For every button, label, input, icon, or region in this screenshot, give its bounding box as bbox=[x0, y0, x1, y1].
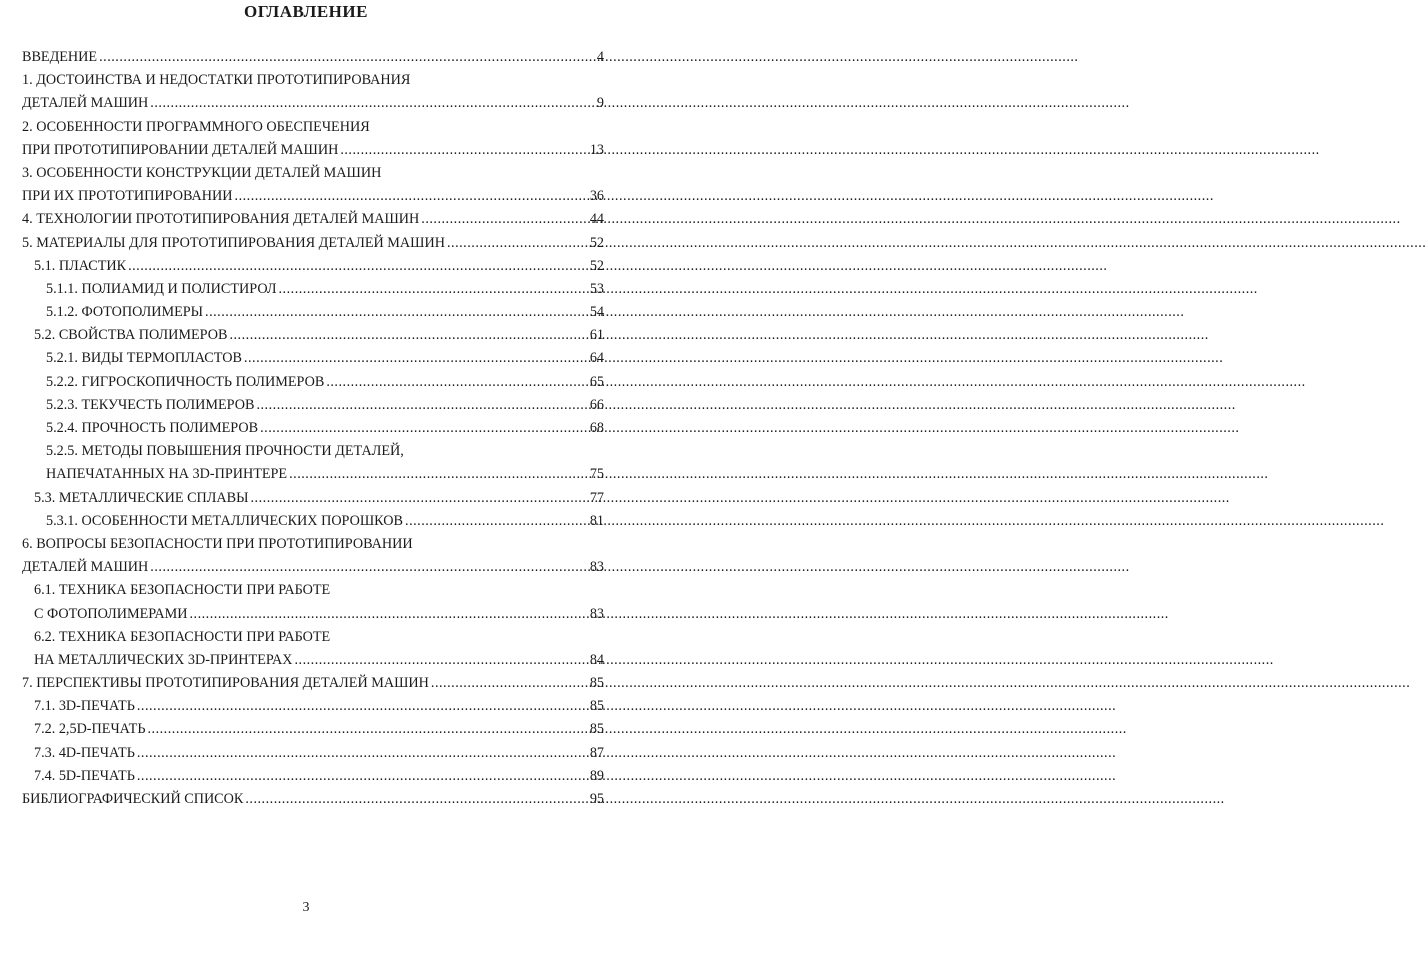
toc-page-number: 66 bbox=[589, 396, 604, 413]
toc-entry-text: ДЕТАЛЕЙ МАШИН bbox=[22, 95, 149, 112]
toc-page-number: 53 bbox=[589, 280, 604, 297]
dot-leader bbox=[229, 324, 587, 347]
toc-entry-text: 5.1.1. ПОЛИАМИД И ПОЛИСТИРОЛ bbox=[46, 280, 277, 297]
toc-entry-section-5-3[interactable] bbox=[22, 487, 604, 510]
toc-entry-text: 5.2.2. ГИГРОСКОПИЧНОСТЬ ПОЛИМЕРОВ bbox=[46, 373, 325, 390]
dot-leader bbox=[245, 788, 587, 811]
toc-entry-chapter-1-line1[interactable] bbox=[22, 69, 604, 92]
toc-entry-text: 7.2. 2,5D-ПЕЧАТЬ bbox=[34, 721, 146, 738]
toc-entry-section-5-1-1[interactable] bbox=[22, 278, 604, 301]
toc-page-number: 95 bbox=[589, 791, 604, 807]
dot-leader bbox=[128, 255, 588, 278]
toc-entry-chapter-6-line2[interactable] bbox=[22, 556, 604, 579]
dot-leader bbox=[137, 695, 588, 718]
dot-leader bbox=[279, 278, 588, 301]
toc-entry-chapter-2-line2[interactable] bbox=[22, 139, 604, 162]
toc-entry-text: 5.1. ПЛАСТИК bbox=[34, 257, 127, 274]
toc-entry-bibliography[interactable] bbox=[22, 788, 604, 811]
toc-page-number: 85 bbox=[589, 698, 604, 715]
page-number: 3 bbox=[302, 900, 310, 915]
toc-entry-section-5-2-5-line2[interactable] bbox=[22, 463, 604, 486]
dot-leader bbox=[289, 463, 588, 486]
toc-entry-section-7-3[interactable] bbox=[22, 742, 604, 765]
toc-entry-section-6-2-line1[interactable] bbox=[22, 626, 604, 649]
toc-page-number: 85 bbox=[589, 675, 604, 692]
dot-leader bbox=[137, 765, 588, 788]
dot-leader bbox=[421, 208, 588, 231]
toc-entry-text: 5.2.1. ВИДЫ ТЕРМОПЛАСТОВ bbox=[46, 350, 242, 367]
toc-entry-text: 5.2.4. ПРОЧНОСТЬ ПОЛИМЕРОВ bbox=[46, 420, 259, 436]
dot-leader bbox=[256, 394, 587, 417]
toc-entry-text: 5.2.3. ТЕКУЧЕСТЬ ПОЛИМЕРОВ bbox=[46, 396, 255, 413]
toc-page-number: 52 bbox=[589, 257, 604, 274]
dot-leader bbox=[99, 46, 595, 69]
dot-leader bbox=[405, 510, 588, 533]
toc-entry-chapter-4[interactable] bbox=[22, 208, 604, 231]
page-title: ОГЛАВЛЕНИЕ bbox=[244, 2, 368, 21]
toc-page-number: 89 bbox=[589, 767, 604, 784]
toc-page-number: 77 bbox=[589, 489, 604, 506]
toc-entry-text: 5.3. МЕТАЛЛИЧЕСКИЕ СПЛАВЫ bbox=[34, 489, 249, 506]
dot-leader bbox=[251, 487, 588, 510]
toc-page-number: 36 bbox=[589, 188, 604, 205]
toc-entry-section-5-2[interactable] bbox=[22, 324, 604, 347]
toc-entry-text: 5. МАТЕРИАЛЫ ДЛЯ ПРОТОТИПИРОВАНИЯ ДЕТАЛЕЙ МАШИН bbox=[22, 234, 445, 251]
toc-entry-chapter-1-line2[interactable] bbox=[22, 92, 604, 115]
dot-leader bbox=[260, 417, 588, 440]
toc-entry-section-5-2-4[interactable] bbox=[22, 417, 604, 440]
dot-leader bbox=[137, 742, 588, 765]
dot-leader bbox=[147, 718, 587, 741]
toc-entry-text: 6.2. ТЕХНИКА БЕЗОПАСНОСТИ ПРИ РАБОТЕ bbox=[34, 628, 331, 645]
toc-entry-text: ВВЕДЕНИЕ bbox=[22, 49, 98, 65]
toc-page-number: 84 bbox=[589, 651, 604, 668]
dot-leader bbox=[431, 672, 588, 695]
toc-entry-text: 7.1. 3D-ПЕЧАТЬ bbox=[34, 698, 135, 715]
toc-entry-text: 2. ОСОБЕННОСТИ ПРОГРАММНОГО ОБЕСПЕЧЕНИЯ bbox=[22, 118, 370, 135]
dot-leader bbox=[340, 139, 587, 162]
toc-entry-text: ПРИ ПРОТОТИПИРОВАНИИ ДЕТАЛЕЙ МАШИН bbox=[22, 141, 339, 158]
toc-page-number: 68 bbox=[589, 420, 604, 436]
dot-leader bbox=[150, 556, 588, 579]
toc-entry-section-5-1[interactable] bbox=[22, 255, 604, 278]
toc-page-number: 75 bbox=[589, 466, 604, 483]
toc-page-number: 81 bbox=[589, 512, 604, 529]
toc-page-number: 87 bbox=[589, 744, 604, 761]
toc-entry-text: НА МЕТАЛЛИЧЕСКИХ 3D-ПРИНТЕРАХ bbox=[34, 651, 293, 668]
toc-entry-text: 7.3. 4D-ПЕЧАТЬ bbox=[34, 744, 135, 761]
toc-entry-section-6-2-line2[interactable] bbox=[22, 649, 604, 672]
toc-entry-text: 5.1.2. ФОТОПОЛИМЕРЫ bbox=[46, 304, 204, 321]
toc-entry-text: БИБЛИОГРАФИЧЕСКИЙ СПИСОК bbox=[22, 791, 244, 807]
toc-page-number: 85 bbox=[589, 721, 604, 738]
toc-page-number: 61 bbox=[589, 327, 604, 344]
table-of-contents bbox=[22, 46, 604, 811]
toc-entry-text: 5.2.5. МЕТОДЫ ПОВЫШЕНИЯ ПРОЧНОСТИ ДЕТАЛЕЙ, bbox=[46, 443, 404, 460]
document-page bbox=[0, 0, 612, 975]
dot-leader bbox=[235, 185, 588, 208]
toc-entry-text: 4. ТЕХНОЛОГИИ ПРОТОТИПИРОВАНИЯ ДЕТАЛЕЙ МАШИН bbox=[22, 211, 420, 228]
toc-entry-text: 1. ДОСТОИНСТВА И НЕДОСТАТКИ ПРОТОТИПИРОВАНИЯ bbox=[22, 72, 411, 89]
toc-entry-section-5-2-3[interactable] bbox=[22, 394, 604, 417]
toc-entry-chapter-3-line1[interactable] bbox=[22, 162, 604, 185]
toc-entry-text: 7. ПЕРСПЕКТИВЫ ПРОТОТИПИРОВАНИЯ ДЕТАЛЕЙ МАШИН bbox=[22, 675, 429, 692]
toc-entry-section-7-2[interactable] bbox=[22, 718, 604, 741]
toc-page-number: 13 bbox=[589, 141, 604, 158]
dot-leader bbox=[294, 649, 587, 672]
toc-entry-section-5-2-2[interactable] bbox=[22, 371, 604, 394]
toc-page-number: 9 bbox=[596, 95, 604, 112]
toc-page-number: 4 bbox=[596, 49, 604, 65]
toc-entry-text: 5.3.1. ОСОБЕННОСТИ МЕТАЛЛИЧЕСКИХ ПОРОШКОВ bbox=[46, 512, 404, 529]
toc-entry-text: 7.4. 5D-ПЕЧАТЬ bbox=[34, 767, 135, 784]
toc-entry-text: 6.1. ТЕХНИКА БЕЗОПАСНОСТИ ПРИ РАБОТЕ bbox=[34, 582, 331, 599]
dot-leader bbox=[205, 301, 588, 324]
dot-leader bbox=[150, 92, 595, 115]
toc-entry-text: ДЕТАЛЕЙ МАШИН bbox=[22, 559, 149, 576]
dot-leader bbox=[244, 347, 588, 370]
dot-leader bbox=[189, 603, 587, 626]
toc-entry-section-5-1-2[interactable] bbox=[22, 301, 604, 324]
toc-entry-text: 5.2. СВОЙСТВА ПОЛИМЕРОВ bbox=[34, 327, 228, 344]
toc-entry-section-5-2-1[interactable] bbox=[22, 347, 604, 370]
toc-entry-text: ПРИ ИХ ПРОТОТИПИРОВАНИИ bbox=[22, 188, 233, 205]
toc-entry-section-7-1[interactable] bbox=[22, 695, 604, 718]
toc-entry-chapter-2-line1[interactable] bbox=[22, 116, 604, 139]
dot-leader bbox=[447, 232, 588, 255]
toc-page-number: 44 bbox=[589, 211, 604, 228]
dot-leader bbox=[326, 371, 587, 394]
toc-page-number: 52 bbox=[589, 234, 604, 251]
toc-entry-chapter-3-line2[interactable] bbox=[22, 185, 604, 208]
toc-entry-chapter-5[interactable] bbox=[22, 232, 604, 255]
toc-page-number: 83 bbox=[589, 559, 604, 576]
toc-entry-chapter-7[interactable] bbox=[22, 672, 604, 695]
toc-entry-section-5-3-1[interactable] bbox=[22, 510, 604, 533]
toc-entry-text: 6. ВОПРОСЫ БЕЗОПАСНОСТИ ПРИ ПРОТОТИПИРОВАНИИ bbox=[22, 535, 413, 552]
toc-entry-chapter-6-line1[interactable] bbox=[22, 533, 604, 556]
toc-page-number: 65 bbox=[589, 373, 604, 390]
toc-entry-section-6-1-line1[interactable] bbox=[22, 579, 604, 602]
toc-page-number: 83 bbox=[589, 605, 604, 622]
toc-entry-text: НАПЕЧАТАННЫХ НА 3D-ПРИНТЕРЕ bbox=[46, 466, 288, 483]
toc-entry-section-5-2-5-line1[interactable] bbox=[22, 440, 604, 463]
toc-entry-text: С ФОТОПОЛИМЕРАМИ bbox=[34, 605, 188, 622]
toc-page-number: 64 bbox=[589, 350, 604, 367]
toc-entry-section-7-4[interactable] bbox=[22, 765, 604, 788]
toc-entry-text: 3. ОСОБЕННОСТИ КОНСТРУКЦИИ ДЕТАЛЕЙ МАШИН bbox=[22, 164, 382, 181]
toc-page-number: 54 bbox=[589, 304, 604, 321]
toc-entry-section-6-1-line2[interactable] bbox=[22, 603, 604, 626]
toc-entry-intro[interactable] bbox=[22, 46, 604, 69]
